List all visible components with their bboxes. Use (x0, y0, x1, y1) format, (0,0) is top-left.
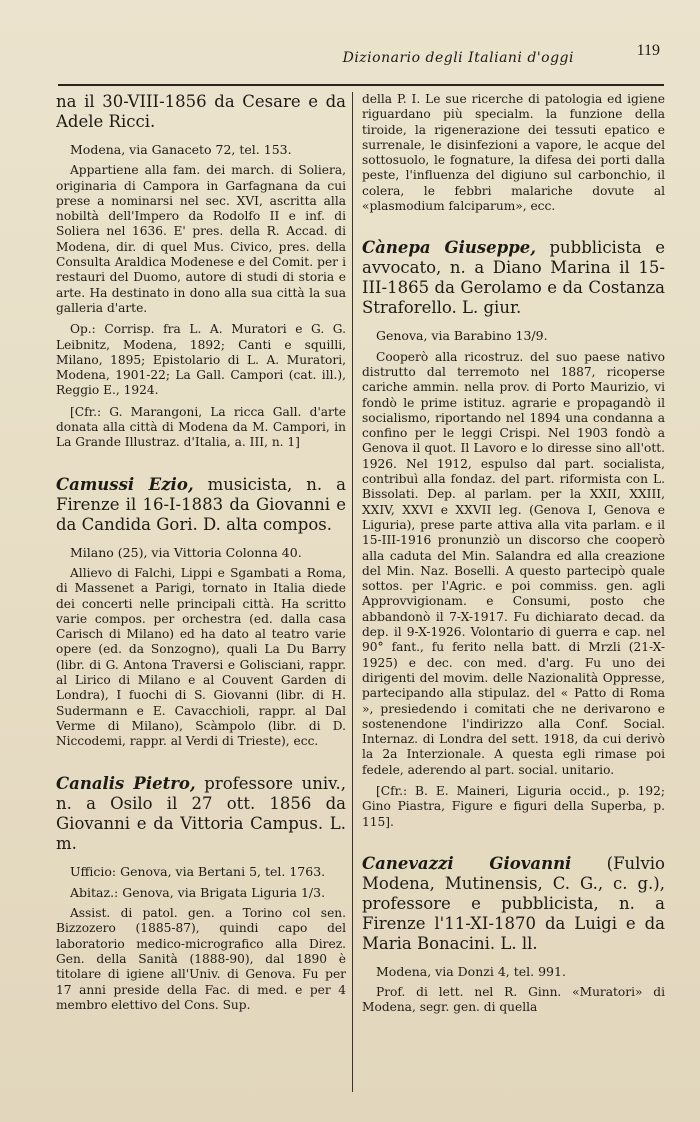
entry-canalis-intro: professore univ., n. a Osilo il 27 ott. 1856 da Giovanni e da Vittoria Campus. L. m. (56, 773, 346, 853)
entry-campori-body: Appartiene alla fam. dei march. di Soliera, originaria di Campora in Garfagnana da cui prese a nominarsi nel sec. XVI, ascritta alla nobiltà dell'Impero da Rodolfo II e inf. di Soliera nel 1636. E' pres. della R. Accad. di Modena, dir. di quel Mus. Civico, pres. della Consulta Araldica Modenese e del Comit. per i restauri del Duomo, autore di studi di storia e arte. Ha destinato in dono alla sua città la sua galleria d'arte. (56, 163, 346, 315)
entry-camussi-address: Milano (25), via Vittoria Colonna 40. (70, 544, 302, 560)
entry-campori-address: Modena, via Ganaceto 72, tel. 153. (70, 142, 292, 157)
column-divider (352, 92, 353, 1092)
entry-canepa-name: Cànepa Giuseppe, (362, 238, 536, 258)
entry-canepa-address: Genova, via Barabino 13/9. (376, 328, 548, 344)
entry-camussi-name: Camussi Ezio, (56, 474, 194, 494)
entry-canepa-intro: pubblicista e avvocato, n. a Diano Marina il 15-III-1865 da Gerolamo e da Costanza Straforello. L. giur. (362, 238, 665, 318)
entry-canevazzi-heading (362, 854, 665, 954)
entry-canalis-body: Assist. di patol. gen. a Torino col sen. Bizzozero (1885-87), quindi capo del laboratorio medico-micrografico alla Direz. Gen. della Sanità (1888-90), dal 1890 è titolare di igiene all'Univ. di Genova. Fu per 17 anni preside della Fac. di med. e per 4 membro elettivo del Cons. Sup. (56, 906, 346, 1012)
page-number: 119 (636, 42, 660, 59)
entry-campori-heading: na il 30-VIII-1856 da Cesare e da Adele Ricci. (56, 92, 346, 131)
page-header (58, 40, 664, 86)
entry-canalis-name: Canalis Pietro, (56, 773, 196, 793)
running-title: Dizionario degli Italiani d'oggi (342, 50, 574, 66)
entry-campori-works: Op.: Corrisp. fra L. A. Muratori e G. G. Leibnitz, Modena, 1892; Canti e squilli, Milano, 1895; Epistolario di L. A. Muratori, Modena, 1901-22; La Gall. Campori (cat. ill.), Reggio E., 1924. (56, 322, 346, 398)
entry-canevazzi-intro: (Fulvio Modena, Mutinensis, C. G., c. g.), professore e pubblicista, n. a Firenze l'11-XI-1870 da Luigi e da Maria Bonacini. L. ll. (362, 853, 665, 953)
entry-camussi-heading (56, 475, 346, 535)
entry-campori-references: [Cfr.: G. Marangoni, La ricca Gall. d'arte donata alla città di Modena da M. Campori, in La Grande Illustraz. d'Italia, a. III, n. 1] (56, 404, 346, 450)
entry-canepa-heading (362, 238, 665, 318)
entry-canepa-body: Cooperò alla ricostruz. del suo paese nativo distrutto dal terremoto nel 1887, ricoperse cariche ammin. nella prov. di Porto Maurizio, vi fondò le prime istituz. agrarie e propagandò il socialismo, riportando nel 1894 una condanna a confino per le leggi Crispi. Nel 1903 fondò a Genova il quot. Il Lavoro e lo diresse sino all'ott. 1926. Nel 1912, espulso dal part. socialista, contribuì alla fondaz. del part. riformista con L. Bissolati. Dep. al parlam. per la XXII, XXIII, XXIV, XXVI e XXVII leg. (Genova I, Genova e Liguria), prese parte attiva alla vita parlam. e il 15-III-1916 pronunziò un discorso che cooperò alla caduta del Min. Salandra ed alla creazione del Min. Naz. Boselli. A questo partecipò quale sottos. per l'Agric. e poi commiss. gen. agli Approvvigionam. e Consumi, posto che abbandonò il 7-X-1917. Fu dichiarato decad. da dep. il 9-X-1926. Volontario di guerra e cap. nel 90° fant., fu ferito nella batt. di Mrzli (21-X-1925) e dec. con med. d'arg. Fu uno dei dirigenti del movim. delle Nazionalità Oppresse, partecipando alla stipulaz. del « Patto di Roma », presiedendo i comitati che ne derivarono e sostenendone l'indirizzo alla Conf. Social. Internaz. di Londra del sett. 1918, da cui derivò la 2a Interzionale. A questa egli rimase poi fedele, aderendo al part. social. unitario. (362, 349, 665, 777)
right-column (362, 92, 665, 1092)
entry-canepa-references: [Cfr.: B. E. Maineri, Liguria occid., p. 192; Gino Piastra, Figure e figuri della Superba, p. 115]. (362, 783, 665, 829)
entry-canalis-heading (56, 774, 346, 854)
entry-canalis-office: Ufficio: Genova, via Bertani 5, tel. 1763. (70, 863, 326, 879)
left-column (56, 92, 346, 1092)
entry-canevazzi-name: Canevazzi Giovanni (362, 853, 572, 873)
entry-canalis-home: Abitaz.: Genova, via Brigata Liguria 1/3. (70, 884, 326, 900)
entry-canevazzi-body: Prof. di lett. nel R. Ginn. «Muratori» di Modena, segr. gen. di quella (362, 985, 665, 1015)
entry-canevazzi-address: Modena, via Donzi 4, tel. 991. (376, 963, 566, 979)
entry-camussi-body: Allievo di Falchi, Lippi e Sgambati a Roma, di Massenet a Parigi, tornato in Italia diede dei concerti nelle principali città. Ha scritto varie compos. per orchestra (ed. dalla casa Carisch di Milano) ed ha dato al teatro varie opere (ed. da Sonzogno), quali La Du Barry (libr. di G. Antona Traversi e Golisciani, rappr. al Lirico di Milano e al Couvent Garden di Londra), I fuochi di S. Giovanni (libr. di H. Sudermann e E. Cavacchioli, rappr. al Dal Verme di Milano), Scàmpolo (libr. di D. Niccodemi, rappr. al Verdi di Trieste), ecc. (56, 565, 346, 749)
entry-canalis-continuation: della P. I. Le sue ricerche di patologia ed igiene riguardano più specialm. la funzione della tiroide, la rigenerazione dei tessuti epatico e surrenale, le disinfezioni a vapore, le acque del sottosuolo, le fognature, la difesa dei porti dalla peste, l'influenza del digiuno sul carbonchio, il colera, le febbri malariche dovute al «plasmodium falciparum», ecc. (362, 92, 665, 214)
entry-camussi-intro: musicista, n. a Firenze il 16-I-1883 da Giovanni e da Candida Gori. D. alta compos. (56, 474, 346, 534)
